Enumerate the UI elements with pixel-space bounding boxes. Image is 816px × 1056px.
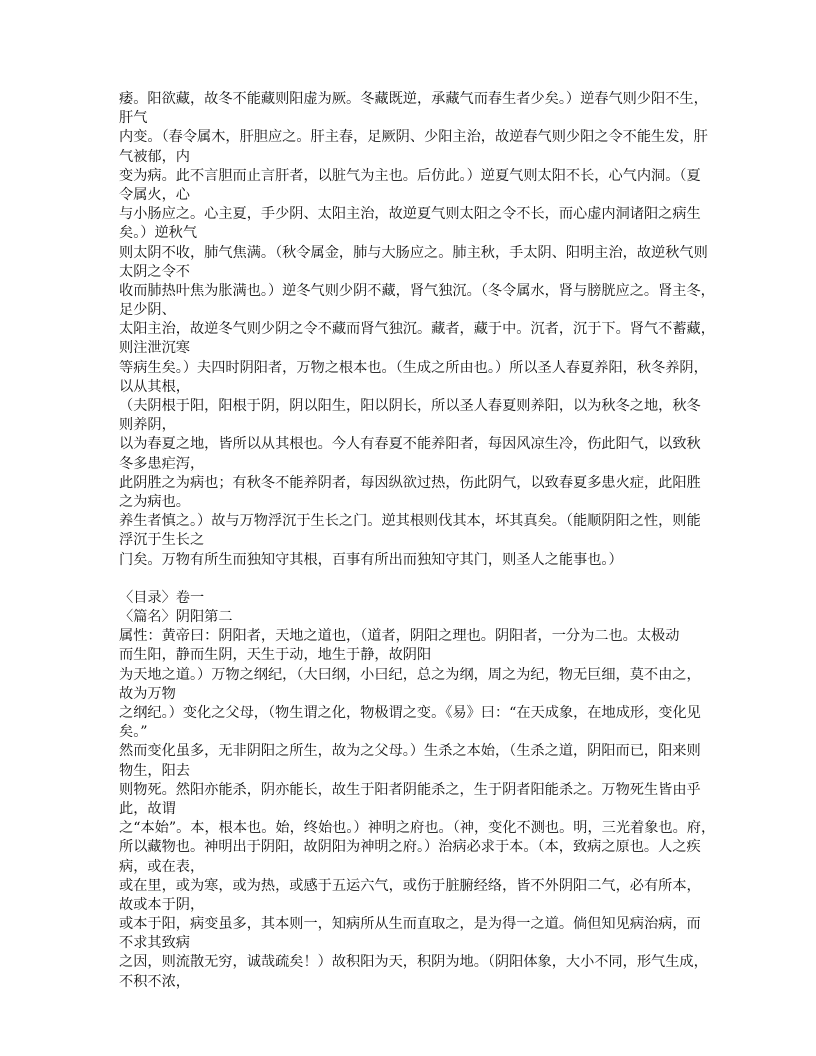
text-block-part1 [119,90,715,570]
text-line: 属性：黄帝曰：阴阳者，天地之道也，（道者，阴阳之理也。阴阳者，一分为二也。太极动 [119,628,680,645]
text-line: 或在里，或为寒，或为热，或感于五运六气，或伤于脏腑经络，皆不外阴阳二气，必有所本， [119,877,701,894]
text-line: 肝气 [119,110,148,127]
text-line: 故或本于阴， [119,896,205,913]
text-line: 则物死。然阳亦能杀，阴亦能长，故生于阳者阴能杀之，生于阴者阳能杀之。万物死生皆由乎 [119,781,701,798]
text-block-part2 [119,627,716,992]
text-line: 所以藏物也。神明出于阴阳，故阴阳为神明之府。）治病必求于本。（本，致病之原也。人之疾 [119,839,701,856]
text-line: 矣。）逆秋气 [119,225,198,242]
text-line: 之纲纪。）变化之父母，（物生谓之化，物极谓之变。《易》曰：“在天成象，在地成形，变化见 [119,705,701,721]
text-line: 病，或在表， [119,858,205,875]
text-line: 痿。阳欲藏，故冬不能藏则阳虚为厥。冬藏既逆，承藏气而春生者少矣。）逆春气则少阳不生， [119,91,708,107]
text-line: （夫阴根于阳，阳根于阴，阴以阳生，阳以阴长，所以圣人春夏则养阳，以为秋冬之地，秋冬 [119,398,701,414]
blank-line [119,570,703,589]
text-line: 之为病也。 [119,493,190,510]
text-line: 为天地之道。）万物之纲纪，（大曰纲，小曰纪，总之为纲，周之为纪，物无巨细，莫不由之， [119,666,701,683]
text-line: 气被郁，内 [119,148,190,165]
text-line: 或本于阳，病变虽多，其本则一，知病所从生而直取之，是为得一之道。倘但知见病治病，而 [119,916,701,933]
text-line: 等病生矣。）夫四时阴阳者，万物之根本也。（生成之所由也。）所以圣人春夏养阳，秋冬养阴， [119,359,708,376]
text-line: 物生，阳去 [119,762,190,779]
text-line: 足少阴、 [119,302,176,319]
chapter-title: 〈篇名〉阴阳第二 [119,609,233,626]
text-line: 内变。（春令属木，肝胆应之。肝主春，足厥阴、少阳主治，故逆春气则少阳之令不能生发，肝 [119,129,708,146]
text-line: 此，故谓 [119,800,176,817]
text-line: 之因，则流散无穷，诚哉疏矣！）故积阳为天，积阴为地。（阴阳体象，大小不同，形气生成， [119,954,708,971]
text-line: 收而肺热叶焦为胀满也。）逆冬气则少阴不藏，肾气独沉。（冬令属水，肾与膀胱应之。肾主冬， [119,282,715,299]
text-line: 以从其根， [119,378,190,395]
document-page [119,90,716,992]
text-line: 则养阴， [119,417,176,434]
text-line: 变为病。此不言胆而止言肝者，以脏气为主也。后仿此。）逆夏气则太阳不长，心气内洞。（夏 [119,167,701,184]
text-line: 太阴之令不 [119,263,190,280]
text-line: 与小肠应之。心主夏，手少阴、太阳主治，故逆夏气则太阳之令不长，而心虚内洞诸阳之病生 [119,206,701,223]
text-line: 养生者慎之。）故与万物浮沉于生长之门。逆其根则伐其本，坏其真矣。（能顺阴阳之性，则能 [119,513,701,530]
text-line: 则注泄沉寒 [119,340,190,357]
text-line: 太阳主治，故逆冬气则少阴之令不藏而肾气独沉。藏者，藏于中。沉者，沉于下。肾气不蓄藏， [119,321,715,338]
text-line: 此阴胜之为病也；有秋冬不能养阴者，每因纵欲过热，伤此阴气，以致春夏多患火症，此阳胜 [119,474,701,491]
text-line: 浮沉于生长之 [119,532,205,549]
text-line: 冬多患疟泻， [119,455,205,472]
text-line: 然而变化虽多，无非阴阳之所生，故为之父母。）生杀之本始，（生杀之道，阴阳而已，阳来则 [119,743,701,760]
text-line: 矣。” [119,724,148,741]
toc-label: 〈目录〉卷一 [119,589,205,606]
text-line: 不求其致病 [119,935,190,952]
text-line: 故为万物 [119,685,176,702]
text-line: 以为春夏之地，皆所以从其根也。今人有春夏不能养阳者，每因风凉生冷，伤此阳气，以致秋 [119,436,701,453]
text-line: 而生阳，静而生阴，天生于动，地生于静，故阴阳 [119,647,432,664]
text-line: 门矣。万物有所生而独知守其根，百事有所出而独知守其门，则圣人之能事也。） [119,551,623,568]
text-line: 之“本始”。本，根本也。始，终始也。）神明之府也。（神，变化不测也。明，三光着象也。府， [119,820,716,837]
text-line: 令属火，心 [119,186,190,203]
text-line: 则太阴不收，肺气焦满。（秋令属金，肺与大肠应之。肺主秋，手太阴、阳明主治，故逆秋气则 [119,244,708,261]
text-line: 不积不浓， [119,973,190,990]
